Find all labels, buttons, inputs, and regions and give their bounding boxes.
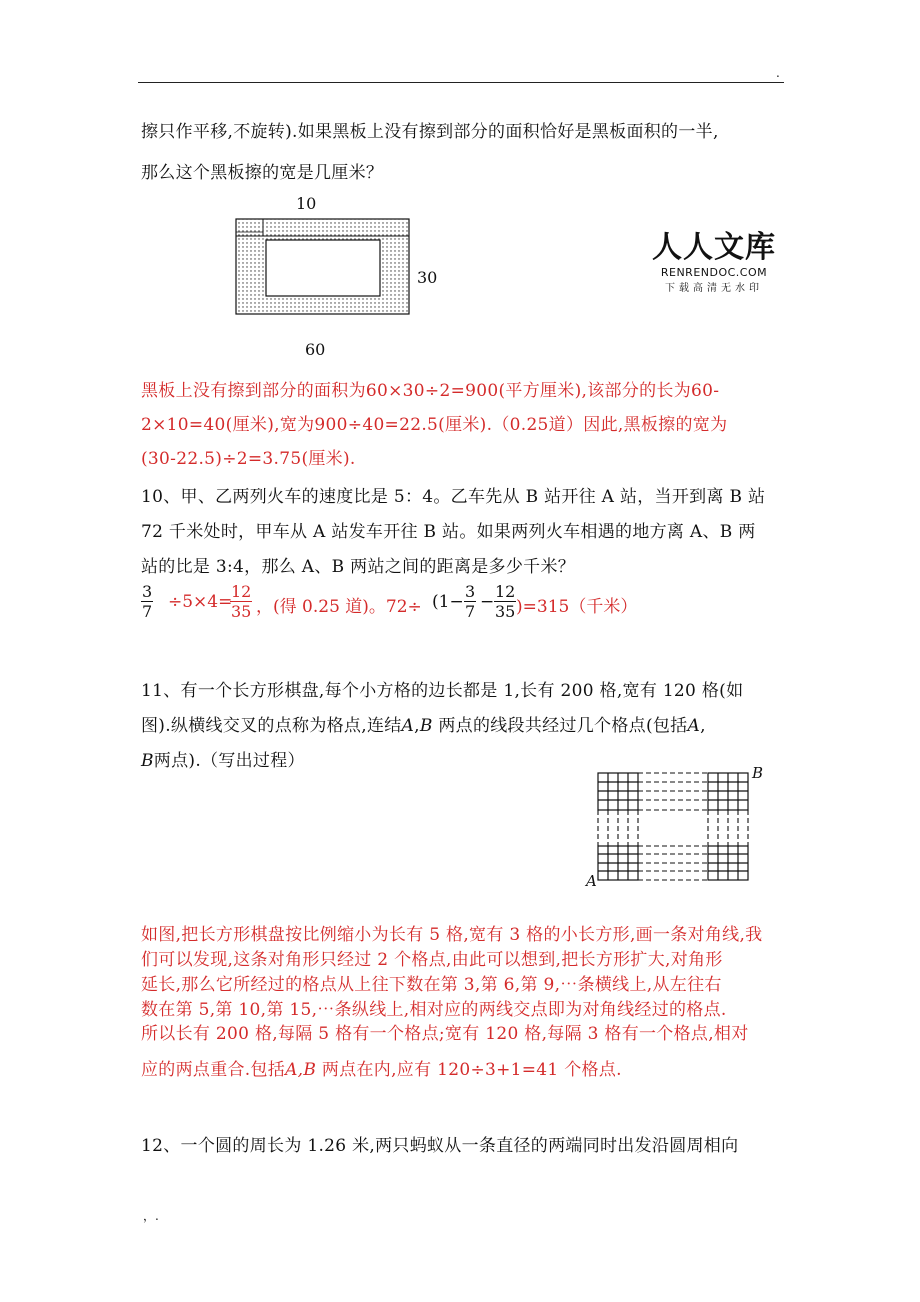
q11-line-2-text-b: 两点的线段共经过几个格点(包括 <box>432 716 688 736</box>
q10-answer-result: )=315（千米） <box>516 597 638 617</box>
q10-fraction-3-7-b <box>464 582 476 621</box>
fraction-numerator: 3 <box>142 582 153 601</box>
q11-answer-3: 延长,那么它所经过的格点从上往下数在第 3,第 6,第 9,⋯条横线上,从左往右 <box>141 975 722 995</box>
fraction-numerator: 12 <box>231 582 252 601</box>
fraction-denominator: 35 <box>495 602 516 621</box>
q11-answer-6-text-a: 应的两点重合.包括 <box>141 1060 286 1080</box>
watermark-title: 人人文库 <box>652 230 776 265</box>
q11-line-3-text: 两点).（写出过程） <box>153 751 305 771</box>
q10-line-3: 站的比是 3:4，那么 A、B 两站之间的距离是多少千米？ <box>141 557 576 577</box>
q11-answer-6-text-b: 两点在内,应有 120÷3+1=41 个格点. <box>316 1060 622 1080</box>
q10-fraction-12-35 <box>230 582 252 621</box>
fig-point-b: B <box>752 764 764 782</box>
q10-minus: − <box>480 592 495 612</box>
fraction-denominator: 7 <box>142 602 153 621</box>
q11-answer-5: 所以长有 200 格,每隔 5 格有一个格点;宽有 120 格,每隔 3 格有一个格点,相对 <box>141 1024 749 1044</box>
fraction-numerator: 12 <box>495 582 516 601</box>
points-ab-label: A,B <box>285 1060 317 1080</box>
q10-answer-op: ÷5×4= <box>168 592 233 612</box>
footer-mark: ，. <box>143 1209 159 1223</box>
fig-label-height: 30 <box>417 268 438 287</box>
q9-line-2: 那么这个黑板擦的宽是几厘米？ <box>141 163 384 183</box>
blackboard-figure <box>230 214 415 319</box>
q11-line-2-text-a: 图).纵横线交叉的点称为格点,连结 <box>141 716 402 736</box>
q11-line-2 <box>141 711 706 736</box>
q10-paren-open: (1− <box>432 592 464 612</box>
blackboard-unerased <box>266 240 380 296</box>
q10-line-2: 72 千米处时，甲车从 A 站发车开往 B 站。如果两列火车相遇的地方离 A、B 两 <box>141 522 756 542</box>
fraction-denominator: 35 <box>231 602 252 621</box>
q9-answer-2: 2×10=40(厘米),宽为900÷40=22.5(厘米).（0.25道）因此,黑板擦的宽为 <box>141 415 728 435</box>
header-rule <box>138 82 784 83</box>
q10-fraction-3-7 <box>141 582 153 621</box>
q11-line-1: 11、有一个长方形棋盘,每个小方格的边长都是 1,长有 200 格,宽有 120 格(如 <box>141 681 744 701</box>
q11-line-3 <box>141 746 305 771</box>
comma: , <box>414 716 420 736</box>
q9-answer-3: (30-22.5)÷2=3.75(厘米). <box>141 449 356 469</box>
fig-label-length: 60 <box>305 340 326 359</box>
watermark <box>644 222 784 294</box>
point-b-label: B <box>141 751 154 771</box>
q9-answer-1: 黑板上没有擦到部分的面积为60×30÷2=900(平方厘米),该部分的长为60- <box>141 381 720 401</box>
q10-line-1: 10、甲、乙两列火车的速度比是 5：4。乙车先从 B 站开往 A 站，当开到离 B 站 <box>141 487 766 507</box>
q11-answer-2: 们可以发现,这条对角形只经过 2 个格点,由此可以想到,把长方形扩大,对角形 <box>141 950 723 970</box>
q12-line-1: 12、一个圆的周长为 1.26 米,两只蚂蚁从一条直径的两端同时出发沿圆周相向 <box>141 1136 739 1156</box>
fraction-denominator: 7 <box>465 602 476 621</box>
point-b-label: B <box>419 716 433 736</box>
comma: , <box>700 716 706 736</box>
header-corner-mark: . <box>776 66 780 80</box>
watermark-subtitle: 下载高清无水印 <box>665 283 763 294</box>
fig-point-a: A <box>586 872 597 890</box>
chessboard-figure <box>584 764 774 889</box>
watermark-url: RENRENDOC.COM <box>660 266 768 279</box>
q9-line-1: 擦只作平移,不旋转).如果黑板上没有擦到部分的面积恰好是黑板面积的一半, <box>141 122 719 142</box>
q10-answer-note: ，(得 0.25 道)。72÷ <box>256 597 422 617</box>
q11-answer-6 <box>141 1055 622 1080</box>
q10-fraction-12-35-b <box>494 582 516 621</box>
q11-answer-4: 数在第 5,第 10,第 15,⋯条纵线上,相对应的两线交点即为对角线经过的格点. <box>141 1000 727 1020</box>
point-a-label: A <box>401 716 415 736</box>
q11-answer-1: 如图,把长方形棋盘按比例缩小为长有 5 格,宽有 3 格的小长方形,画一条对角线,我 <box>141 925 763 945</box>
fig-label-eraser-width: 10 <box>296 194 317 213</box>
point-a-label: A <box>687 716 701 736</box>
fraction-numerator: 3 <box>465 582 476 601</box>
